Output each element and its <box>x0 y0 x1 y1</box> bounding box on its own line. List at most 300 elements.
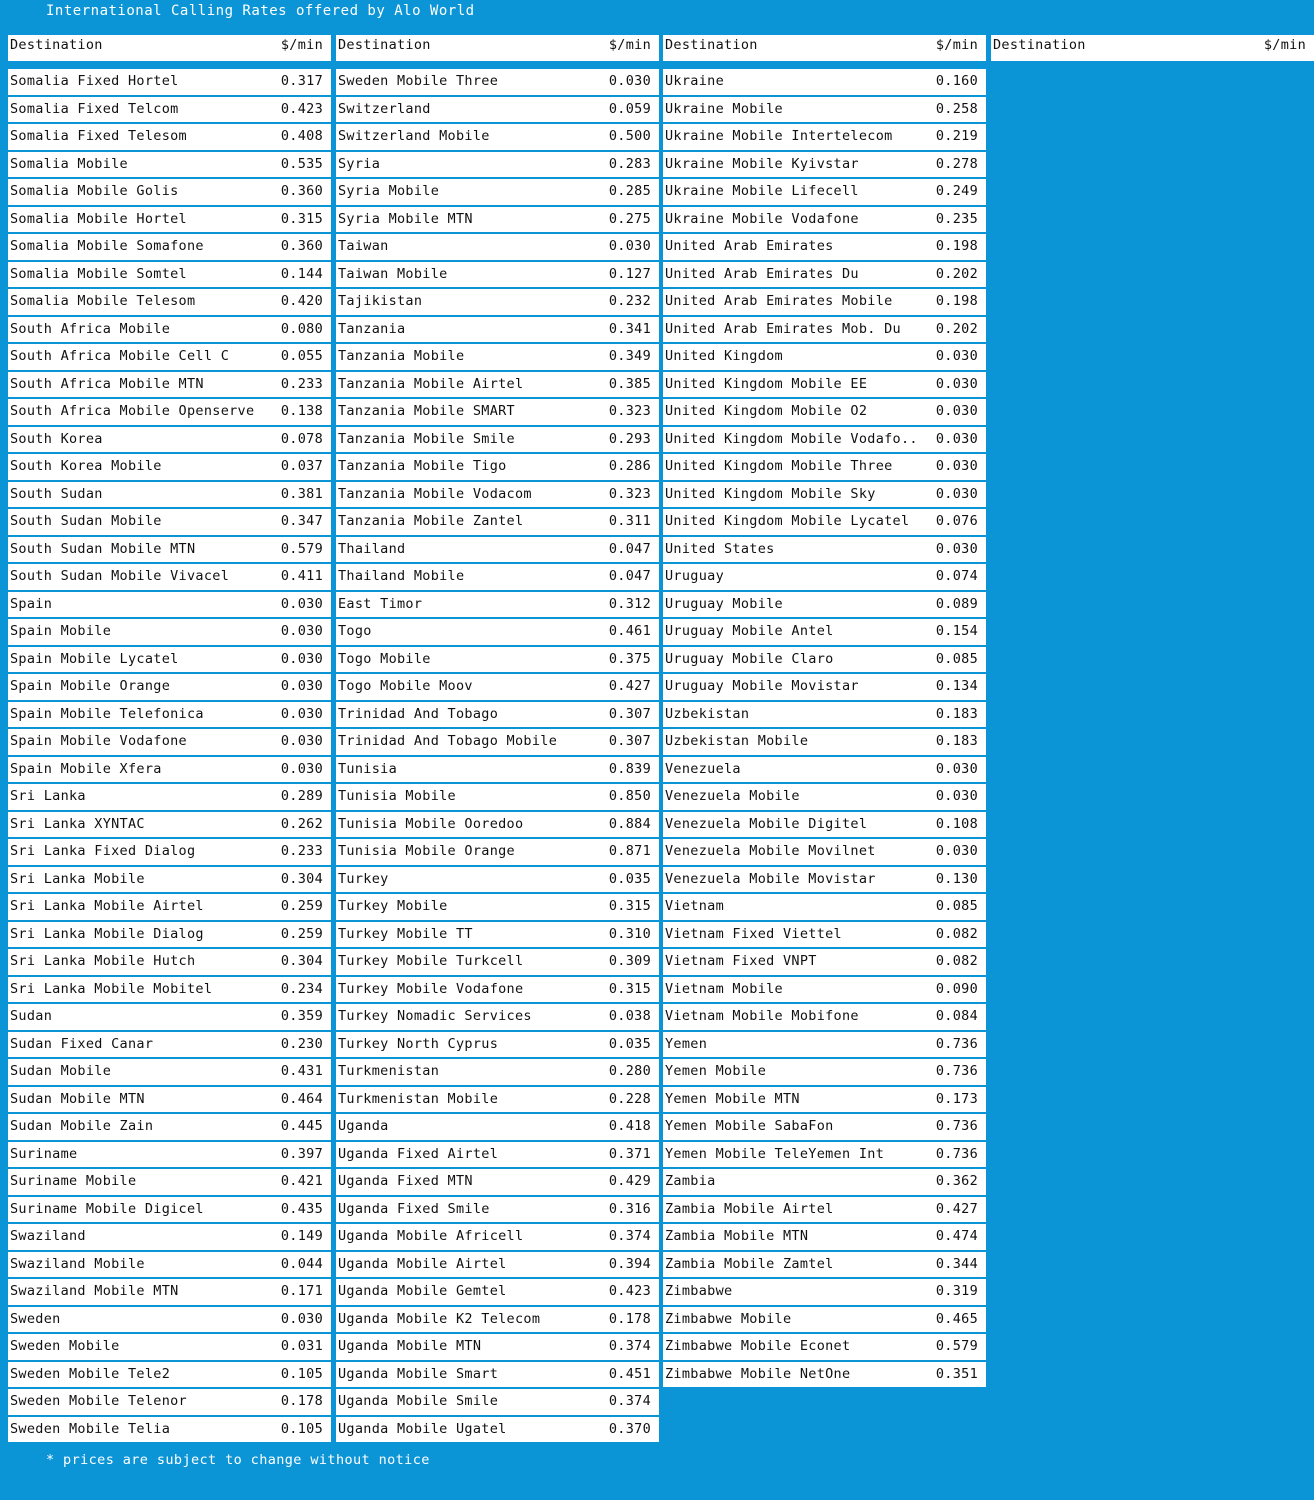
destination-cell: Sri Lanka Mobile Hutch <box>10 953 196 969</box>
destination-cell: Uganda Mobile K2 Telecom <box>338 1310 541 1327</box>
rate-cell: 0.465 <box>935 1310 978 1327</box>
rate-cell: 0.850 <box>608 788 651 804</box>
rate-cell: 0.362 <box>935 1173 978 1189</box>
rate-cell: 0.500 <box>608 128 651 144</box>
footnote: * prices are subject to change without notice <box>46 1452 430 1468</box>
destination-cell: Turkey Mobile TT <box>338 925 473 942</box>
table-row <box>8 179 331 205</box>
header-rate: $/min <box>935 37 978 53</box>
table-row <box>336 289 659 315</box>
destination-cell: Yemen Mobile TeleYemen Int <box>665 1145 885 1162</box>
table-row <box>336 1362 659 1388</box>
table-row <box>663 69 986 95</box>
column-header <box>336 35 659 61</box>
destination-cell: Trinidad And Tobago Mobile <box>338 733 558 749</box>
table-row <box>663 1334 986 1360</box>
destination-cell: Turkmenistan Mobile <box>338 1090 499 1107</box>
destination-cell: Tunisia Mobile Ooredoo <box>338 815 524 832</box>
rate-cell: 0.178 <box>608 1310 651 1327</box>
destination-cell: Turkey <box>338 870 389 887</box>
table-row <box>663 839 986 865</box>
rate-cell: 0.736 <box>935 1063 978 1079</box>
rate-cell: 0.233 <box>280 375 323 392</box>
rate-cell: 0.319 <box>935 1283 978 1299</box>
destination-cell: United Arab Emirates Du <box>665 265 859 282</box>
destination-cell: Zimbabwe Mobile <box>665 1310 792 1327</box>
destination-cell: Togo Mobile <box>338 650 431 667</box>
rates-column-2 <box>336 35 659 1444</box>
rate-cell: 0.219 <box>935 128 978 144</box>
destination-cell: Suriname Mobile <box>10 1173 137 1189</box>
table-row <box>8 1142 331 1168</box>
rate-cell: 0.307 <box>608 733 651 749</box>
rate-cell: 0.030 <box>280 760 323 777</box>
destination-cell: Ukraine Mobile Intertelecom <box>665 128 893 144</box>
rate-cell: 0.280 <box>608 1063 651 1079</box>
rate-cell: 0.030 <box>935 485 978 502</box>
destination-cell: Zambia <box>665 1173 716 1189</box>
rate-cell: 0.233 <box>280 843 323 859</box>
rate-cell: 0.183 <box>935 705 978 722</box>
table-row <box>8 839 331 865</box>
rate-cell: 0.178 <box>280 1393 323 1409</box>
rate-cell: 0.044 <box>280 1255 323 1272</box>
table-row <box>663 729 986 755</box>
destination-cell: Sudan Fixed Canar <box>10 1035 154 1052</box>
table-row <box>663 894 986 920</box>
rate-cell: 0.316 <box>608 1200 651 1217</box>
rate-cell: 0.315 <box>608 980 651 997</box>
rate-cell: 0.258 <box>935 100 978 117</box>
table-row <box>336 1417 659 1443</box>
rate-cell: 0.202 <box>935 320 978 337</box>
destination-cell: Sudan Mobile MTN <box>10 1090 145 1107</box>
rate-cell: 0.310 <box>608 925 651 942</box>
rate-cell: 0.076 <box>935 513 978 529</box>
destination-cell: Sweden Mobile Three <box>338 73 499 89</box>
destination-cell: United Kingdom Mobile EE <box>665 375 868 392</box>
rate-cell: 0.127 <box>608 265 651 282</box>
table-row <box>8 1114 331 1140</box>
destination-cell: Switzerland <box>338 100 431 117</box>
table-row <box>8 124 331 150</box>
rate-cell: 0.090 <box>935 980 978 997</box>
rate-cell: 0.312 <box>608 595 651 612</box>
rates-column-1 <box>8 35 331 1444</box>
rate-cell: 0.374 <box>608 1338 651 1354</box>
rate-cell: 0.421 <box>280 1173 323 1189</box>
table-row <box>663 399 986 425</box>
rate-cell: 0.259 <box>280 898 323 914</box>
rate-cell: 0.408 <box>280 128 323 144</box>
rate-cell: 0.278 <box>935 155 978 172</box>
rate-cell: 0.030 <box>935 348 978 364</box>
destination-cell: Tunisia <box>338 760 397 777</box>
destination-cell: Sudan Mobile Zain <box>10 1118 154 1134</box>
destination-cell: Venezuela Mobile Movilnet <box>665 843 876 859</box>
table-row <box>8 509 331 535</box>
table-row <box>336 537 659 563</box>
rate-cell: 0.030 <box>935 403 978 419</box>
table-row <box>663 537 986 563</box>
table-row <box>8 1417 331 1443</box>
rate-cell: 0.262 <box>280 815 323 832</box>
table-row <box>336 399 659 425</box>
table-row <box>663 1032 986 1058</box>
destination-cell: Trinidad And Tobago <box>338 705 499 722</box>
table-row <box>8 729 331 755</box>
rate-cell: 0.130 <box>935 870 978 887</box>
table-row <box>8 1169 331 1195</box>
header-rate: $/min <box>280 37 323 53</box>
table-row <box>663 1279 986 1305</box>
destination-cell: Venezuela Mobile <box>665 788 800 804</box>
table-row <box>663 207 986 233</box>
table-row <box>336 894 659 920</box>
rate-cell: 0.427 <box>608 678 651 694</box>
destination-cell: Vietnam Fixed VNPT <box>665 953 817 969</box>
rate-cell: 0.461 <box>608 623 651 639</box>
destination-cell: Uruguay Mobile Movistar <box>665 678 859 694</box>
rate-cell: 0.309 <box>608 953 651 969</box>
table-row <box>663 317 986 343</box>
destination-cell: Sri Lanka <box>10 788 86 804</box>
table-row <box>663 289 986 315</box>
table-row <box>663 1169 986 1195</box>
table-row <box>663 1059 986 1085</box>
rate-cell: 0.736 <box>935 1035 978 1052</box>
table-row <box>8 564 331 590</box>
destination-cell: Thailand Mobile <box>338 568 465 584</box>
rate-cell: 0.427 <box>935 1200 978 1217</box>
table-row <box>663 674 986 700</box>
column-header <box>991 35 1314 61</box>
table-row <box>8 97 331 123</box>
rate-cell: 0.202 <box>935 265 978 282</box>
table-row <box>663 922 986 948</box>
table-row <box>8 894 331 920</box>
destination-cell: Somalia Mobile Golis <box>10 183 179 199</box>
destination-cell: Uganda Mobile Smile <box>338 1393 499 1409</box>
rate-cell: 0.579 <box>935 1338 978 1354</box>
destination-cell: Sri Lanka Mobile Dialog <box>10 925 204 942</box>
destination-cell: Sweden Mobile Telia <box>10 1420 171 1437</box>
rate-cell: 0.344 <box>935 1255 978 1272</box>
table-row <box>336 1169 659 1195</box>
table-row <box>8 427 331 453</box>
destination-cell: Togo Mobile Moov <box>338 678 473 694</box>
rate-cell: 0.108 <box>935 815 978 832</box>
rate-cell: 0.293 <box>608 430 651 447</box>
destination-cell: Sweden Mobile Tele2 <box>10 1365 171 1382</box>
table-row <box>8 592 331 618</box>
table-row <box>663 1362 986 1388</box>
rate-cell: 0.030 <box>935 430 978 447</box>
rate-cell: 0.138 <box>280 403 323 419</box>
destination-cell: Tajikistan <box>338 293 423 309</box>
table-row <box>336 1307 659 1333</box>
rate-cell: 0.736 <box>935 1145 978 1162</box>
destination-cell: United Arab Emirates Mob. Du <box>665 320 901 337</box>
rate-cell: 0.418 <box>608 1118 651 1134</box>
table-row <box>8 1087 331 1113</box>
rate-cell: 0.082 <box>935 953 978 969</box>
rate-cell: 0.579 <box>280 540 323 557</box>
table-row <box>663 1252 986 1278</box>
rate-cell: 0.030 <box>935 458 978 474</box>
table-row <box>8 289 331 315</box>
destination-cell: South Sudan Mobile MTN <box>10 540 196 557</box>
destination-cell: United Kingdom Mobile Three <box>665 458 893 474</box>
table-row <box>336 1197 659 1223</box>
destination-cell: Spain Mobile Xfera <box>10 760 162 777</box>
table-row <box>8 317 331 343</box>
table-row <box>336 647 659 673</box>
destination-cell: South Sudan Mobile <box>10 513 162 529</box>
destination-cell: Somalia Mobile Somtel <box>10 265 187 282</box>
rate-cell: 0.423 <box>608 1283 651 1299</box>
destination-cell: Tunisia Mobile <box>338 788 456 804</box>
destination-cell: Taiwan <box>338 238 389 254</box>
table-row <box>8 702 331 728</box>
rate-cell: 0.736 <box>935 1118 978 1134</box>
rate-cell: 0.359 <box>280 1008 323 1024</box>
destination-cell: Venezuela Mobile Movistar <box>665 870 876 887</box>
table-row <box>663 1224 986 1250</box>
rate-cell: 0.347 <box>280 513 323 529</box>
table-row <box>663 427 986 453</box>
rate-cell: 0.030 <box>280 595 323 612</box>
destination-cell: Turkey Nomadic Services <box>338 1008 532 1024</box>
table-row <box>8 1252 331 1278</box>
destination-cell: Spain Mobile Lycatel <box>10 650 179 667</box>
rate-cell: 0.375 <box>608 650 651 667</box>
table-row <box>663 702 986 728</box>
rate-cell: 0.105 <box>280 1365 323 1382</box>
table-row <box>663 97 986 123</box>
table-row <box>336 564 659 590</box>
table-row <box>663 784 986 810</box>
rate-cell: 0.323 <box>608 403 651 419</box>
table-row <box>336 867 659 893</box>
rate-cell: 0.198 <box>935 238 978 254</box>
destination-cell: Turkey Mobile Vodafone <box>338 980 524 997</box>
table-row <box>8 647 331 673</box>
table-row <box>8 1389 331 1415</box>
table-row <box>336 427 659 453</box>
table-row <box>8 234 331 260</box>
table-row <box>663 867 986 893</box>
table-row <box>336 124 659 150</box>
header-destination: Destination <box>338 37 431 53</box>
rate-cell: 0.074 <box>935 568 978 584</box>
rate-cell: 0.283 <box>608 155 651 172</box>
table-row <box>8 207 331 233</box>
table-row <box>336 1334 659 1360</box>
destination-cell: Turkey North Cyprus <box>338 1035 499 1052</box>
rate-cell: 0.371 <box>608 1145 651 1162</box>
table-row <box>336 482 659 508</box>
destination-cell: Syria Mobile MTN <box>338 210 473 227</box>
table-row <box>336 1059 659 1085</box>
destination-cell: Uzbekistan Mobile <box>665 733 809 749</box>
rate-cell: 0.435 <box>280 1200 323 1217</box>
table-row <box>336 949 659 975</box>
rate-cell: 0.030 <box>280 650 323 667</box>
rate-cell: 0.351 <box>935 1365 978 1382</box>
destination-cell: Swaziland Mobile <box>10 1255 145 1272</box>
destination-cell: South Africa Mobile Cell C <box>10 348 230 364</box>
table-row <box>663 262 986 288</box>
table-row <box>336 977 659 1003</box>
destination-cell: Uganda Fixed Airtel <box>338 1145 499 1162</box>
table-row <box>336 1224 659 1250</box>
table-row <box>8 949 331 975</box>
destination-cell: Ukraine Mobile <box>665 100 783 117</box>
table-row <box>663 344 986 370</box>
destination-cell: Zimbabwe Mobile Econet <box>665 1338 851 1354</box>
rate-cell: 0.030 <box>280 705 323 722</box>
rate-cell: 0.047 <box>608 540 651 557</box>
table-row <box>8 619 331 645</box>
table-row <box>8 1334 331 1360</box>
rate-cell: 0.884 <box>608 815 651 832</box>
destination-cell: Tanzania Mobile Airtel <box>338 375 524 392</box>
destination-cell: Somalia Fixed Telesom <box>10 128 187 144</box>
rate-cell: 0.149 <box>280 1228 323 1244</box>
destination-cell: South Korea <box>10 430 103 447</box>
table-row <box>663 234 986 260</box>
table-row <box>336 702 659 728</box>
rate-cell: 0.341 <box>608 320 651 337</box>
destination-cell: Switzerland Mobile <box>338 128 490 144</box>
destination-cell: Sri Lanka XYNTAC <box>10 815 145 832</box>
rate-cell: 0.360 <box>280 183 323 199</box>
rate-cell: 0.360 <box>280 238 323 254</box>
destination-cell: Ukraine <box>665 73 724 89</box>
destination-cell: Sweden Mobile <box>10 1338 120 1354</box>
table-row <box>336 1279 659 1305</box>
table-row <box>663 1004 986 1030</box>
table-row <box>8 262 331 288</box>
table-row <box>8 69 331 95</box>
table-row <box>663 619 986 645</box>
destination-cell: Spain Mobile Vodafone <box>10 733 187 749</box>
rate-cell: 0.411 <box>280 568 323 584</box>
table-row <box>8 344 331 370</box>
table-row <box>336 1142 659 1168</box>
destination-cell: Tanzania Mobile Tigo <box>338 458 507 474</box>
rate-cell: 0.030 <box>608 73 651 89</box>
destination-cell: Uganda Mobile Airtel <box>338 1255 507 1272</box>
rate-cell: 0.035 <box>608 870 651 887</box>
rate-cell: 0.031 <box>280 1338 323 1354</box>
table-row <box>336 1004 659 1030</box>
table-row <box>336 234 659 260</box>
rate-cell: 0.038 <box>608 1008 651 1024</box>
destination-cell: East Timor <box>338 595 423 612</box>
table-row <box>663 1087 986 1113</box>
destination-cell: Uzbekistan <box>665 705 750 722</box>
destination-cell: South Africa Mobile Openserve <box>10 403 255 419</box>
table-row <box>8 1197 331 1223</box>
destination-cell: Tanzania Mobile Smile <box>338 430 515 447</box>
destination-cell: Venezuela <box>665 760 741 777</box>
rate-cell: 0.381 <box>280 485 323 502</box>
destination-cell: South Sudan <box>10 485 103 502</box>
table-row <box>663 1307 986 1333</box>
rate-cell: 0.307 <box>608 705 651 722</box>
table-row <box>8 977 331 1003</box>
destination-cell: Sri Lanka Mobile Airtel <box>10 898 204 914</box>
rate-cell: 0.275 <box>608 210 651 227</box>
header-destination: Destination <box>993 37 1086 53</box>
destination-cell: Zambia Mobile MTN <box>665 1228 809 1244</box>
table-row <box>336 812 659 838</box>
destination-cell: Ukraine Mobile Lifecell <box>665 183 859 199</box>
rate-cell: 0.030 <box>935 788 978 804</box>
table-row <box>663 949 986 975</box>
rate-cell: 0.085 <box>935 650 978 667</box>
destination-cell: Turkey Mobile <box>338 898 448 914</box>
rate-cell: 0.385 <box>608 375 651 392</box>
rate-cell: 0.323 <box>608 485 651 502</box>
rate-cell: 0.055 <box>280 348 323 364</box>
destination-cell: Uganda <box>338 1118 389 1134</box>
table-row <box>8 454 331 480</box>
table-row <box>8 1279 331 1305</box>
table-row <box>336 262 659 288</box>
table-row <box>336 674 659 700</box>
destination-cell: Tanzania Mobile Vodacom <box>338 485 532 502</box>
table-row <box>336 1032 659 1058</box>
destination-cell: South Africa Mobile <box>10 320 171 337</box>
rate-cell: 0.374 <box>608 1393 651 1409</box>
rate-cell: 0.144 <box>280 265 323 282</box>
rate-cell: 0.315 <box>280 210 323 227</box>
destination-cell: Syria Mobile <box>338 183 440 199</box>
destination-cell: Sudan <box>10 1008 53 1024</box>
rate-cell: 0.420 <box>280 293 323 309</box>
table-row <box>8 1032 331 1058</box>
rate-cell: 0.030 <box>280 1310 323 1327</box>
destination-cell: United Kingdom Mobile O2 <box>665 403 868 419</box>
destination-cell: Togo <box>338 623 372 639</box>
table-row <box>8 537 331 563</box>
rate-cell: 0.154 <box>935 623 978 639</box>
rate-cell: 0.397 <box>280 1145 323 1162</box>
destination-cell: Vietnam Mobile Mobifone <box>665 1008 859 1024</box>
rate-cell: 0.423 <box>280 100 323 117</box>
rate-cell: 0.374 <box>608 1228 651 1244</box>
destination-cell: United Kingdom Mobile Lycatel <box>665 513 910 529</box>
destination-cell: Turkey Mobile Turkcell <box>338 953 524 969</box>
destination-cell: Somalia Mobile Hortel <box>10 210 187 227</box>
destination-cell: United Kingdom <box>665 348 783 364</box>
rate-cell: 0.198 <box>935 293 978 309</box>
table-row <box>663 1142 986 1168</box>
table-row <box>336 1087 659 1113</box>
table-row <box>8 152 331 178</box>
rate-cell: 0.304 <box>280 870 323 887</box>
rate-cell: 0.085 <box>935 898 978 914</box>
destination-cell: Somalia Fixed Hortel <box>10 73 179 89</box>
destination-cell: Turkmenistan <box>338 1063 440 1079</box>
rates-column-3 <box>663 35 986 1389</box>
destination-cell: Vietnam Mobile <box>665 980 783 997</box>
table-row <box>336 592 659 618</box>
rate-cell: 0.445 <box>280 1118 323 1134</box>
